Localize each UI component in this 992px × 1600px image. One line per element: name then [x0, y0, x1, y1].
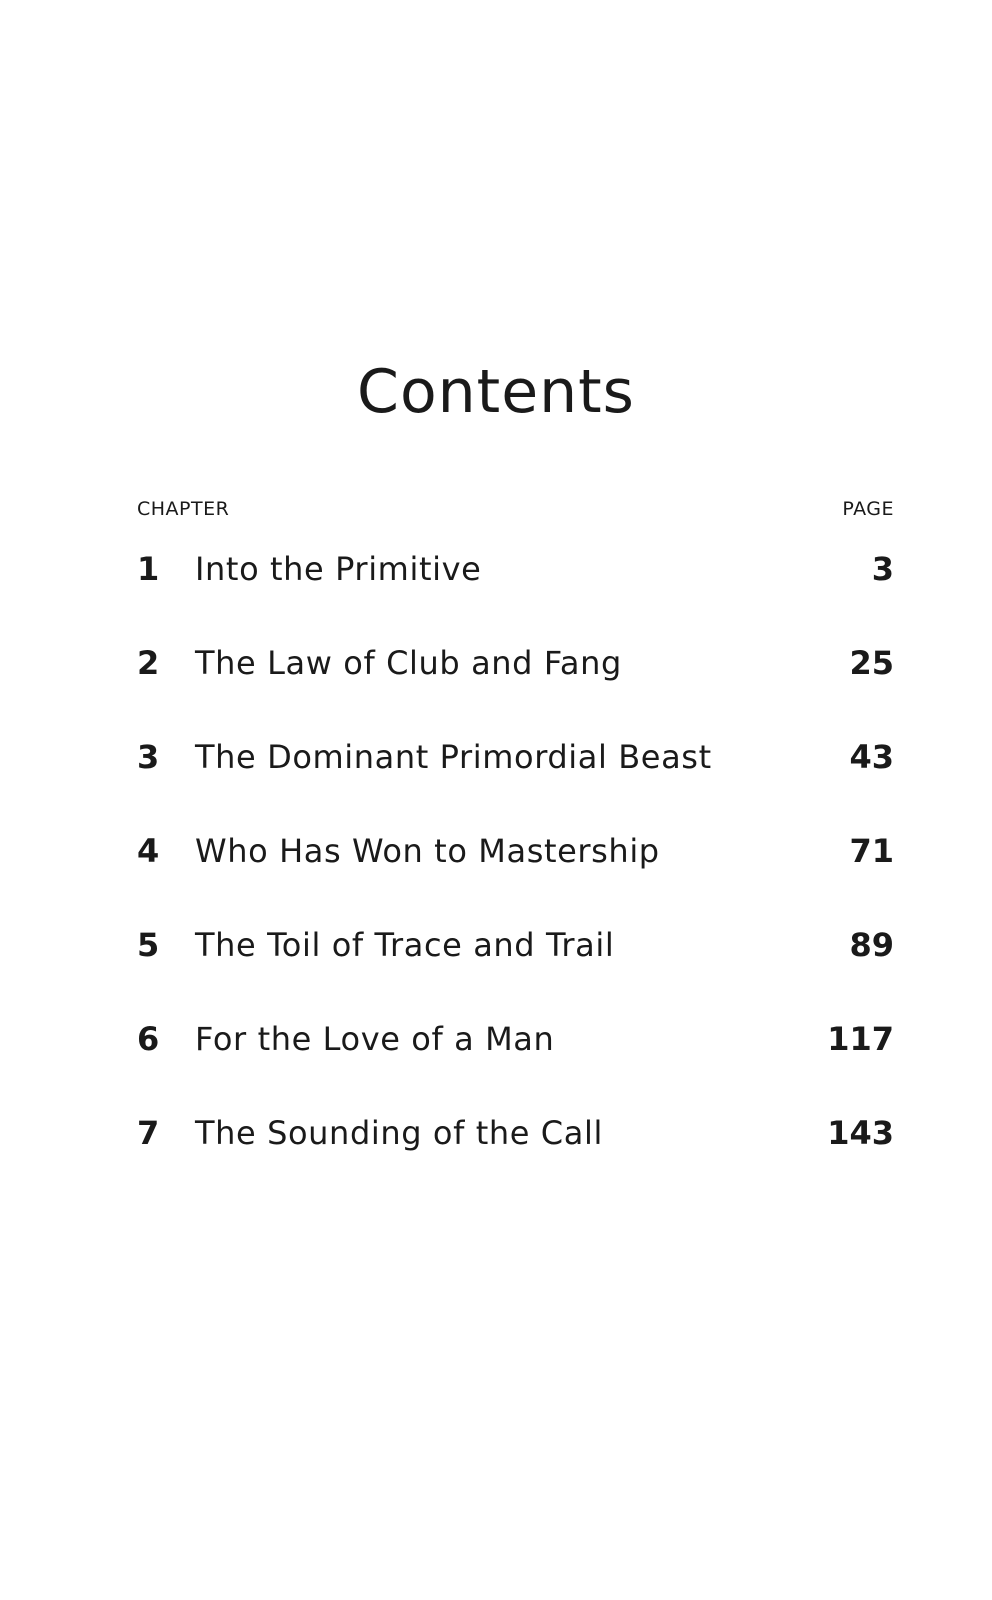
page-column-header: PAGE — [842, 498, 894, 520]
chapter-page: 43 — [849, 738, 894, 776]
chapter-number: 7 — [137, 1114, 160, 1152]
chapter-page: 143 — [827, 1114, 894, 1152]
chapter-number: 4 — [137, 832, 160, 870]
toc-row — [0, 928, 992, 1022]
toc-row — [0, 834, 992, 928]
page-title: Contents — [357, 357, 635, 427]
chapter-number: 1 — [137, 550, 160, 588]
table-of-contents — [0, 552, 992, 1210]
toc-row — [0, 552, 992, 646]
chapter-page: 25 — [849, 644, 894, 682]
chapter-number: 5 — [137, 926, 160, 964]
chapter-number: 6 — [137, 1020, 160, 1058]
chapter-title: Into the Primitive — [195, 550, 482, 588]
chapter-title: Who Has Won to Mastership — [195, 832, 660, 870]
chapter-title: The Law of Club and Fang — [195, 644, 622, 682]
toc-row — [0, 740, 992, 834]
toc-row — [0, 1116, 992, 1210]
chapter-page: 117 — [827, 1020, 894, 1058]
chapter-title: The Toil of Trace and Trail — [195, 926, 615, 964]
chapter-page: 3 — [871, 550, 894, 588]
chapter-title: For the Love of a Man — [195, 1020, 555, 1058]
chapter-number: 3 — [137, 738, 160, 776]
chapter-title: The Dominant Primordial Beast — [195, 738, 712, 776]
chapter-number: 2 — [137, 644, 160, 682]
toc-row — [0, 646, 992, 740]
chapter-title: The Sounding of the Call — [195, 1114, 603, 1152]
chapter-page: 89 — [849, 926, 894, 964]
toc-row — [0, 1022, 992, 1116]
chapter-page: 71 — [849, 832, 894, 870]
chapter-column-header: CHAPTER — [137, 498, 230, 520]
